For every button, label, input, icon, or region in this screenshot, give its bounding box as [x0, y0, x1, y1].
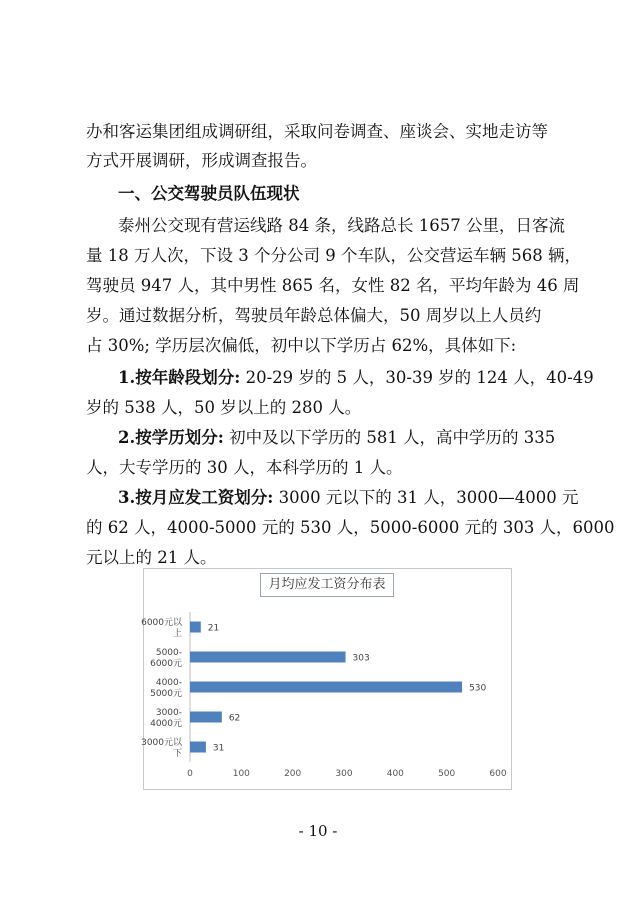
- chart-data-label: 530: [469, 683, 487, 694]
- item-age-text: 20-29 岁的 5 人，30-39 岁的 124 人，40-49: [240, 368, 594, 387]
- intro-line-5: 占 30%; 学历层次偏低，初中以下学历占 62%，具体如下:: [86, 336, 517, 355]
- chart-x-tick-label: 300: [335, 769, 353, 779]
- chart-category-label: 5000-6000元: [150, 648, 182, 669]
- chart-bar: [190, 622, 201, 633]
- item-age-label: 1.按年龄段划分:: [118, 368, 241, 387]
- item-salary-text: 3000 元以下的 31 人，3000—4000 元: [273, 488, 579, 507]
- chart-category-label: 3000元以下: [141, 738, 182, 759]
- chart-bar: [190, 652, 346, 663]
- item-education-line-2: 人，大专学历的 30 人，本科学历的 1 人。: [86, 458, 403, 477]
- chart-x-tick-label: 500: [438, 769, 456, 779]
- chart-x-tick-label: 600: [489, 769, 507, 779]
- chart-category-label: 6000元以上: [141, 618, 182, 639]
- item-age-line-2: 岁的 538 人，50 岁以上的 280 人。: [86, 398, 362, 417]
- chart-bar: [190, 712, 222, 723]
- chart-data-label: 31: [212, 743, 225, 754]
- chart-bar: [190, 742, 206, 753]
- chart-bar: [190, 682, 462, 693]
- item-salary-line-2: 的 62 人，4000-5000 元的 530 人，5000-6000 元的 303 人，6000: [86, 518, 615, 537]
- intro-line-1: 泰州公交现有营运线路 84 条，线路总长 1657 公里，日客流: [118, 216, 565, 235]
- intro-line-3: 驾驶员 947 人，其中男性 865 名，女性 82 名，平均年龄为 46 周: [86, 276, 580, 295]
- item-education-text: 初中及以下学历的 581 人，高中学历的 335: [223, 428, 556, 447]
- chart-x-tick-label: 400: [386, 769, 404, 779]
- item-salary-line-3: 元以上的 21 人。: [86, 548, 217, 567]
- chart-data-label: 21: [207, 623, 220, 634]
- chart-x-tick-label: 200: [284, 769, 302, 779]
- chart-x-tick-label: 100: [232, 769, 250, 779]
- chart-x-tick-label: 0: [187, 769, 193, 779]
- intro-line-4: 岁。通过数据分析，驾驶员年龄总体偏大，50 周岁以上人员约: [86, 306, 542, 325]
- page-number: - 10 -: [298, 822, 338, 840]
- chart-data-label: 62: [228, 713, 241, 724]
- body-line-1: 办和客运集团组成调研组，采取问卷调查、座谈会、实地走访等: [86, 122, 548, 141]
- chart-title: 月均应发工资分布表: [260, 573, 394, 597]
- chart-category-label: 3000-4000元: [150, 708, 182, 729]
- section-heading: 一、公交驾驶员队伍现状: [118, 184, 300, 203]
- intro-line-2: 量 18 万人次，下设 3 个分公司 9 个车队，公交营运车辆 568 辆，: [86, 246, 581, 265]
- chart-category-label: 4000-5000元: [150, 678, 182, 699]
- chart-data-label: 303: [352, 653, 370, 664]
- item-education-label: 2.按学历划分:: [118, 428, 224, 447]
- item-salary-label: 3.按月应发工资划分:: [118, 488, 274, 507]
- body-line-2: 方式开展调研，形成调查报告。: [86, 151, 317, 170]
